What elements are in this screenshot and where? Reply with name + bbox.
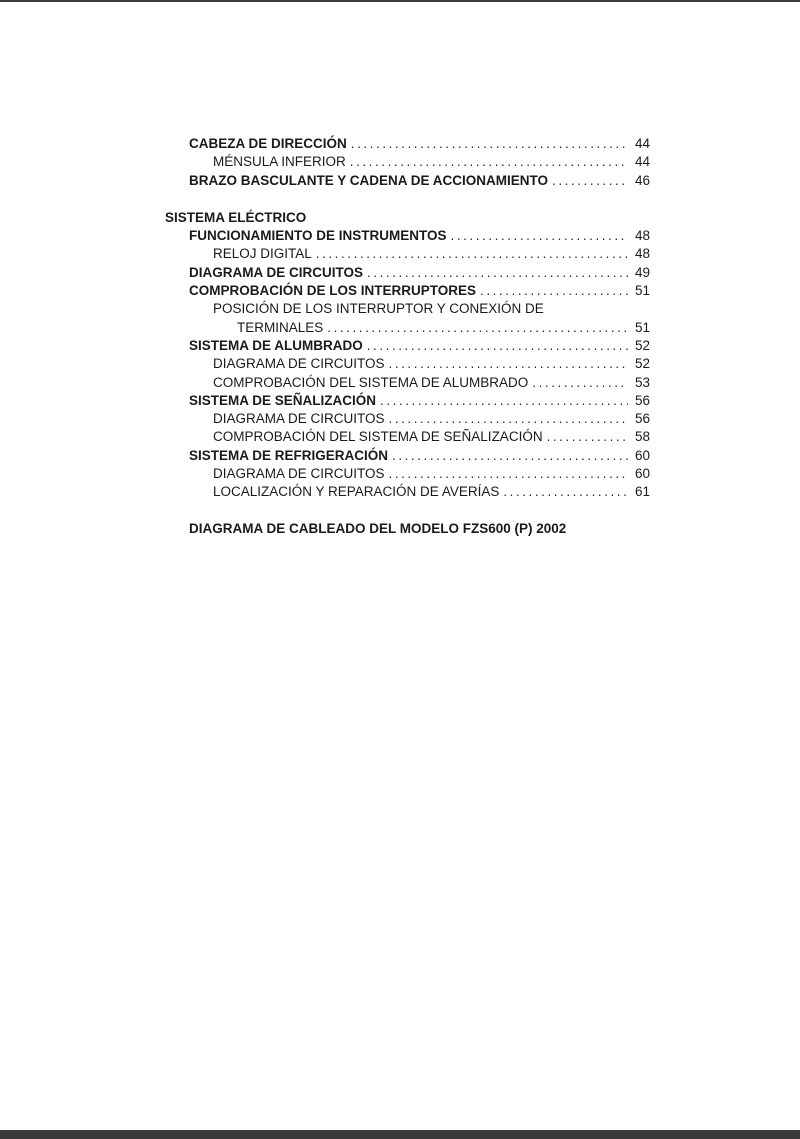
toc-leader-dots: [451, 227, 628, 245]
toc-leader-dots: [350, 153, 628, 171]
toc-entry-diagrama-circuitos-refrigeracion[interactable]: [165, 465, 650, 483]
toc-entry-page: 51: [634, 283, 650, 299]
toc-entry-comprobacion-interruptores[interactable]: [165, 282, 650, 300]
toc-entry-page: 49: [634, 264, 650, 280]
toc-entry-title: RELOJ DIGITAL: [213, 246, 312, 262]
toc-entry-title: COMPROBACIÓN DEL SISTEMA DE ALUMBRADO: [213, 374, 529, 390]
toc-entry-title: BRAZO BASCULANTE Y CADENA DE ACCIONAMIENTO: [189, 172, 549, 188]
toc-entry-page: 46: [634, 172, 650, 188]
toc-entry-page: 51: [634, 319, 650, 335]
toc-entry-posicion-interruptor-line1[interactable]: POSICIÓN DE LOS INTERRUPTOR Y CONEXIÓN DE: [213, 301, 544, 317]
toc-entry-title: COMPROBACIÓN DEL SISTEMA DE SEÑALIZACIÓN: [213, 429, 543, 445]
toc-entry-sistema-senalizacion[interactable]: [165, 392, 650, 410]
toc-leader-dots: [316, 245, 628, 263]
toc-entry-localizacion-averias[interactable]: [165, 483, 650, 501]
toc-entry-title: FUNCIONAMIENTO DE INSTRUMENTOS: [189, 228, 447, 244]
toc-entry-comprobacion-alumbrado[interactable]: [165, 374, 650, 392]
toc-entry-page: 60: [634, 447, 650, 463]
table-of-contents: [165, 135, 650, 538]
toc-entry-cabeza-direccion[interactable]: [165, 135, 650, 153]
toc-entry-title: LOCALIZACIÓN Y REPARACIÓN DE AVERÍAS: [213, 484, 500, 500]
toc-leader-dots: [532, 374, 628, 392]
toc-entry-sistema-alumbrado[interactable]: [165, 337, 650, 355]
toc-entry-page: 56: [634, 392, 650, 408]
toc-entry-diagrama-circuitos[interactable]: [165, 264, 650, 282]
toc-leader-dots: [552, 172, 628, 190]
toc-entry-title: SISTEMA DE ALUMBRADO: [189, 337, 363, 353]
toc-entry-title: SISTEMA DE REFRIGERACIÓN: [189, 447, 389, 463]
toc-entry-page: 52: [634, 337, 650, 353]
toc-leader-dots: [367, 264, 628, 282]
toc-entry-page: 44: [634, 136, 650, 151]
toc-entry-page: 61: [634, 484, 650, 500]
toc-entry-diagrama-circuitos-senalizacion[interactable]: [165, 410, 650, 428]
toc-entry-posicion-interruptor-line2[interactable]: [165, 319, 650, 337]
toc-entry-title: SISTEMA DE SEÑALIZACIÓN: [189, 392, 377, 408]
toc-entry-sistema-refrigeracion[interactable]: [165, 447, 650, 465]
toc-leader-dots: [503, 483, 628, 501]
toc-entry-page: 52: [634, 356, 650, 372]
toc-section-heading: SISTEMA ELÉCTRICO: [165, 209, 307, 225]
toc-leader-dots: [480, 282, 628, 300]
toc-entry-page: 60: [634, 466, 650, 482]
toc-entry-page: 48: [634, 246, 650, 262]
toc-entry-diagrama-cableado[interactable]: DIAGRAMA DE CABLEADO DEL MODELO FZS600 (P) 2002: [189, 520, 567, 536]
toc-entry-reloj-digital[interactable]: [165, 245, 650, 263]
toc-leader-dots: [367, 337, 628, 355]
toc-leader-dots: [547, 428, 628, 446]
toc-entry-funcionamiento-instrumentos[interactable]: [165, 227, 650, 245]
toc-leader-dots: [389, 355, 628, 373]
toc-leader-dots: [327, 319, 628, 337]
toc-leader-dots: [389, 410, 628, 428]
bottom-page-edge: [0, 1130, 800, 1139]
toc-leader-dots: [380, 392, 628, 410]
toc-entry-title: DIAGRAMA DE CIRCUITOS: [213, 411, 385, 427]
toc-entry-title: COMPROBACIÓN DE LOS INTERRUPTORES: [189, 283, 477, 299]
toc-entry-title: CABEZA DE DIRECCIÓN: [189, 136, 347, 151]
toc-entry-title: MÉNSULA INFERIOR: [213, 154, 346, 170]
toc-entry-comprobacion-senalizacion[interactable]: [165, 428, 650, 446]
top-page-edge: [0, 0, 800, 2]
toc-entry-mensula-inferior[interactable]: [165, 153, 650, 171]
toc-entry-diagrama-circuitos-alumbrado[interactable]: [165, 355, 650, 373]
toc-entry-title: DIAGRAMA DE CIRCUITOS: [213, 356, 385, 372]
toc-entry-title: DIAGRAMA DE CIRCUITOS: [189, 264, 364, 280]
toc-entry-page: 48: [634, 228, 650, 244]
toc-leader-dots: [351, 135, 628, 153]
toc-entry-title: DIAGRAMA DE CIRCUITOS: [213, 466, 385, 482]
toc-entry-brazo-basculante[interactable]: [165, 172, 650, 190]
toc-entry-page: 58: [634, 429, 650, 445]
toc-entry-page: 44: [634, 154, 650, 170]
toc-leader-dots: [389, 465, 628, 483]
toc-entry-title: TERMINALES: [237, 319, 324, 335]
toc-entry-page: 53: [634, 374, 650, 390]
toc-entry-page: 56: [634, 411, 650, 427]
toc-leader-dots: [392, 447, 628, 465]
